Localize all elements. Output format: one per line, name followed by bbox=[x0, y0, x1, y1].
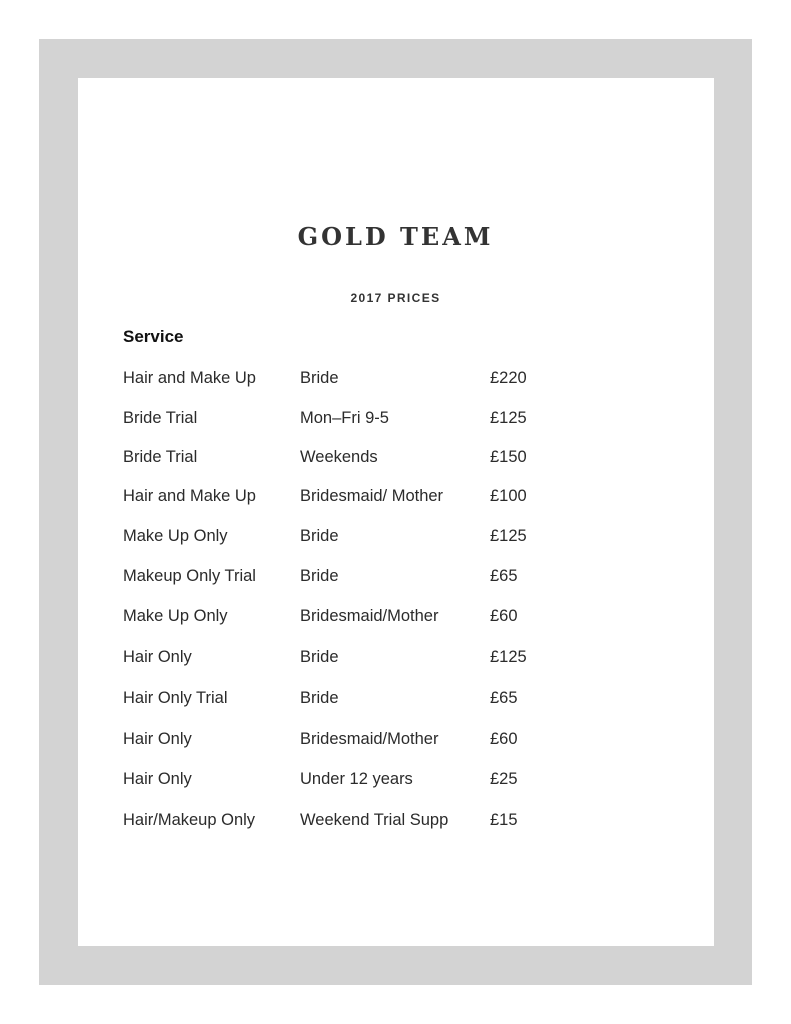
table-row bbox=[0, 409, 791, 433]
service-cell: Hair Only bbox=[123, 730, 192, 748]
table-row bbox=[0, 607, 791, 631]
table-row bbox=[0, 689, 791, 713]
type-cell: Weekend Trial Supp bbox=[300, 811, 449, 829]
table-row bbox=[0, 448, 791, 472]
service-cell: Make Up Only bbox=[123, 607, 228, 625]
price-cell: £220 bbox=[490, 369, 527, 387]
type-cell: Mon–Fri 9-5 bbox=[300, 409, 389, 427]
type-cell: Under 12 years bbox=[300, 770, 413, 788]
service-cell: Bride Trial bbox=[123, 448, 198, 466]
type-cell: Bridesmaid/Mother bbox=[300, 607, 439, 625]
price-cell: £125 bbox=[490, 409, 527, 427]
table-row bbox=[0, 487, 791, 511]
service-cell: Hair and Make Up bbox=[123, 369, 256, 387]
price-cell: £15 bbox=[490, 811, 518, 829]
service-cell: Make Up Only bbox=[123, 527, 228, 545]
service-cell: Hair and Make Up bbox=[123, 487, 256, 505]
table-row bbox=[0, 567, 791, 591]
price-cell: £25 bbox=[490, 770, 518, 788]
table-row bbox=[0, 527, 791, 551]
type-cell: Bride bbox=[300, 527, 339, 545]
service-cell: Makeup Only Trial bbox=[123, 567, 256, 585]
table-row bbox=[0, 770, 791, 794]
type-cell: Bride bbox=[300, 369, 339, 387]
service-cell: Hair Only bbox=[123, 648, 192, 666]
type-cell: Weekends bbox=[300, 448, 378, 466]
price-cell: £150 bbox=[490, 448, 527, 466]
service-cell: Hair Only Trial bbox=[123, 689, 228, 707]
page-title: GOLD TEAM bbox=[297, 222, 494, 251]
price-cell: £125 bbox=[490, 527, 527, 545]
price-cell: £60 bbox=[490, 730, 518, 748]
service-cell: Bride Trial bbox=[123, 409, 198, 427]
type-cell: Bridesmaid/ Mother bbox=[300, 487, 444, 505]
type-cell: Bridesmaid/Mother bbox=[300, 730, 439, 748]
page-subtitle: 2017 PRICES bbox=[350, 291, 441, 305]
table-row bbox=[0, 730, 791, 754]
type-cell: Bride bbox=[300, 648, 339, 666]
table-row bbox=[0, 811, 791, 835]
price-cell: £100 bbox=[490, 487, 527, 505]
type-cell: Bride bbox=[300, 567, 339, 585]
price-cell: £125 bbox=[490, 648, 527, 666]
service-cell: Hair/Makeup Only bbox=[123, 811, 256, 829]
table-row bbox=[0, 369, 791, 393]
type-cell: Bride bbox=[300, 689, 339, 707]
price-cell: £60 bbox=[490, 607, 518, 625]
table-row bbox=[0, 648, 791, 672]
price-cell: £65 bbox=[490, 567, 518, 585]
price-cell: £65 bbox=[490, 689, 518, 707]
service-column-header: Service bbox=[123, 327, 184, 346]
service-cell: Hair Only bbox=[123, 770, 192, 788]
